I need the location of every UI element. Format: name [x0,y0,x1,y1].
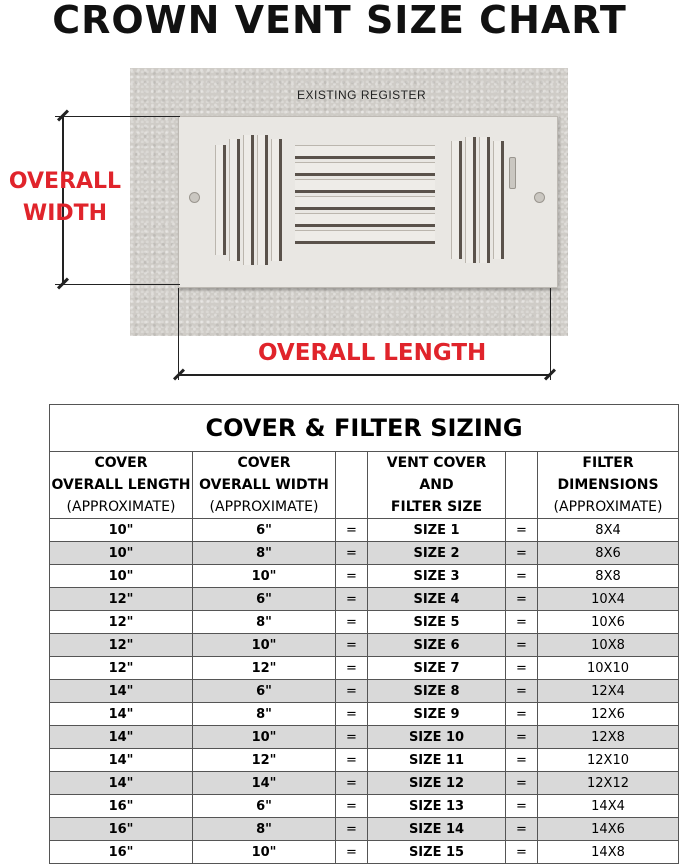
header-spacer [506,452,538,519]
cell-size: SIZE 14 [368,818,506,841]
cell-filter: 10X10 [538,657,679,680]
louver [295,213,435,227]
cell-filter: 12X10 [538,749,679,772]
louver [295,196,435,210]
table-row [50,611,679,634]
cell-equals: = [336,657,368,680]
header-spacer [336,452,368,519]
cell-width: 8" [193,703,336,726]
cell-equals: = [336,519,368,542]
screw-icon [534,192,545,203]
cell-equals: = [336,841,368,864]
cell-size: SIZE 7 [368,657,506,680]
louver [295,179,435,193]
cell-width: 10" [193,726,336,749]
cell-equals: = [506,588,538,611]
cell-length: 14" [50,749,193,772]
cell-width: 6" [193,519,336,542]
louver [215,145,226,255]
table-row [50,565,679,588]
cell-width: 10" [193,565,336,588]
cell-filter: 12X6 [538,703,679,726]
table-row [50,657,679,680]
cell-filter: 10X4 [538,588,679,611]
table-header-row [50,452,679,519]
cell-width: 6" [193,680,336,703]
length-dimension-line [178,374,550,376]
cell-equals: = [506,680,538,703]
cell-size: SIZE 9 [368,703,506,726]
cell-size: SIZE 2 [368,542,506,565]
cell-filter: 8X4 [538,519,679,542]
existing-register-label: EXISTING REGISTER [297,88,427,102]
cell-width: 10" [193,841,336,864]
cell-size: SIZE 6 [368,634,506,657]
length-extension-line [550,288,551,380]
table-row [50,726,679,749]
cell-equals: = [336,542,368,565]
cell-length: 14" [50,680,193,703]
cell-size: SIZE 1 [368,519,506,542]
cell-length: 14" [50,726,193,749]
cell-equals: = [336,634,368,657]
table-caption: COVER & FILTER SIZING [50,405,679,452]
cell-width: 8" [193,818,336,841]
cell-length: 16" [50,818,193,841]
cell-equals: = [336,795,368,818]
sizing-table [49,404,679,864]
louver [257,135,268,265]
cell-filter: 14X6 [538,818,679,841]
cell-length: 14" [50,703,193,726]
cell-size: SIZE 4 [368,588,506,611]
cell-equals: = [336,611,368,634]
table-row [50,703,679,726]
table-row [50,519,679,542]
louver [229,139,240,261]
cell-equals: = [506,818,538,841]
cell-equals: = [336,680,368,703]
cell-length: 12" [50,657,193,680]
cell-equals: = [336,726,368,749]
cell-equals: = [506,565,538,588]
header-cover-width: COVER OVERALL WIDTH (APPROXIMATE) [193,452,336,519]
length-extension-line [178,288,179,380]
table-row [50,818,679,841]
header-vent-size: VENT COVER AND FILTER SIZE [368,452,506,519]
table-row [50,841,679,864]
cell-filter: 8X8 [538,565,679,588]
cell-width: 12" [193,749,336,772]
louver [493,141,504,259]
cell-size: SIZE 11 [368,749,506,772]
cell-filter: 12X8 [538,726,679,749]
louver [271,139,282,261]
cell-width: 8" [193,611,336,634]
cell-width: 8" [193,542,336,565]
louver [479,137,490,263]
cell-equals: = [336,565,368,588]
cell-size: SIZE 5 [368,611,506,634]
cell-filter: 10X6 [538,611,679,634]
overall-width-label: OVERALL WIDTH [8,169,122,226]
cell-width: 12" [193,657,336,680]
cell-length: 10" [50,565,193,588]
louver [243,135,254,265]
cell-equals: = [506,634,538,657]
damper-lever-icon [509,157,516,189]
cell-equals: = [506,795,538,818]
cell-size: SIZE 12 [368,772,506,795]
cell-length: 12" [50,588,193,611]
table-row [50,542,679,565]
cell-width: 14" [193,772,336,795]
louver [451,141,462,259]
cell-equals: = [506,703,538,726]
cell-filter: 8X6 [538,542,679,565]
cell-width: 6" [193,588,336,611]
vent-register [178,116,558,288]
cell-length: 14" [50,772,193,795]
cell-equals: = [506,772,538,795]
cell-equals: = [506,611,538,634]
width-extension-line [55,116,180,117]
cell-equals: = [336,703,368,726]
cell-equals: = [506,519,538,542]
cell-length: 16" [50,795,193,818]
cell-equals: = [336,772,368,795]
header-cover-length: COVER OVERALL LENGTH (APPROXIMATE) [50,452,193,519]
width-extension-line [55,284,180,285]
header-filter-dimensions: FILTER DIMENSIONS (APPROXIMATE) [538,452,679,519]
louver [295,145,435,159]
page-title: CROWN VENT SIZE CHART [52,0,627,42]
cell-length: 12" [50,634,193,657]
cell-filter: 12X12 [538,772,679,795]
cell-length: 10" [50,542,193,565]
louver [295,230,435,244]
cell-size: SIZE 8 [368,680,506,703]
cell-size: SIZE 10 [368,726,506,749]
overall-length-label: OVERALL LENGTH [258,340,487,366]
cell-length: 10" [50,519,193,542]
cell-width: 6" [193,795,336,818]
cell-equals: = [506,749,538,772]
screw-icon [189,192,200,203]
cell-equals: = [336,749,368,772]
cell-length: 12" [50,611,193,634]
louver [295,162,435,176]
cell-filter: 14X4 [538,795,679,818]
cell-length: 16" [50,841,193,864]
table-row [50,588,679,611]
cell-size: SIZE 3 [368,565,506,588]
cell-filter: 10X8 [538,634,679,657]
cell-equals: = [336,588,368,611]
table-row [50,680,679,703]
table-row [50,634,679,657]
louver [465,137,476,263]
cell-filter: 14X8 [538,841,679,864]
cell-equals: = [506,726,538,749]
cell-equals: = [506,542,538,565]
table-row [50,749,679,772]
cell-width: 10" [193,634,336,657]
table-row [50,795,679,818]
cell-equals: = [336,818,368,841]
cell-equals: = [506,841,538,864]
cell-equals: = [506,657,538,680]
cell-size: SIZE 15 [368,841,506,864]
cell-filter: 12X4 [538,680,679,703]
table-row [50,772,679,795]
cell-size: SIZE 13 [368,795,506,818]
